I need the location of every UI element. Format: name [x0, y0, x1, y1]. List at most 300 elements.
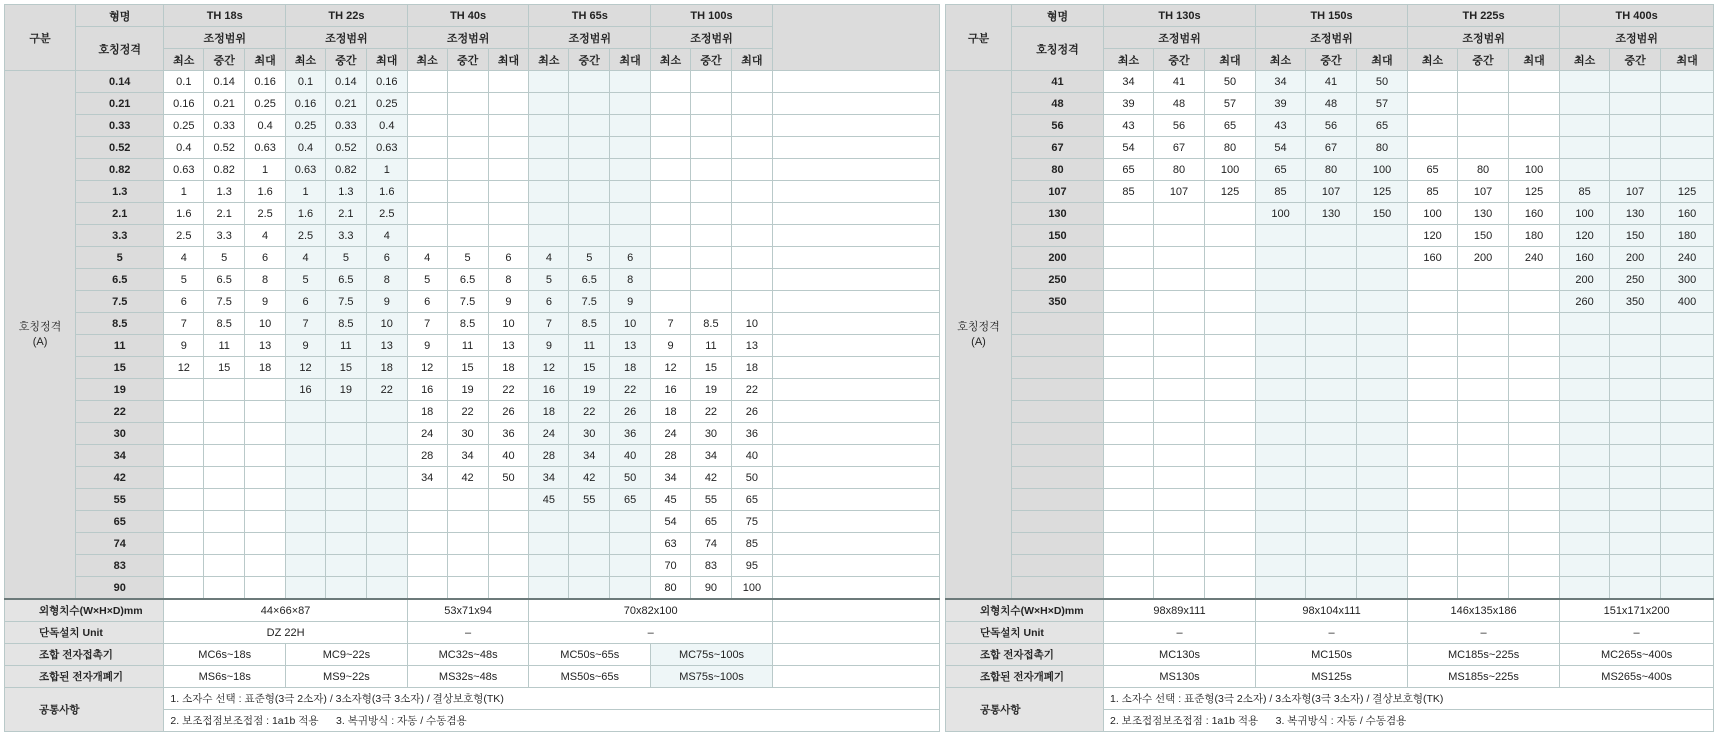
value-cell: [447, 489, 488, 511]
value-cell: 15: [690, 357, 731, 379]
value-cell: [651, 71, 691, 93]
value-cell: [1509, 577, 1560, 600]
value-cell: 0.21: [325, 93, 366, 115]
value-cell: [1154, 445, 1205, 467]
rated-current-cell: [1012, 401, 1104, 423]
value-cell: 6: [488, 247, 529, 269]
value-cell: [286, 533, 326, 555]
rated-current-cell: 250: [1012, 269, 1104, 291]
value-cell: [488, 511, 529, 533]
blank-cell: [772, 511, 939, 533]
value-cell: 6: [164, 291, 204, 313]
subheader-min: 최소: [651, 49, 691, 71]
dimension-value: 70x82x100: [529, 599, 772, 622]
value-cell: 54: [651, 511, 691, 533]
table-row: [5, 577, 940, 600]
value-cell: 39: [1104, 93, 1154, 115]
value-cell: [529, 577, 569, 600]
value-cell: [731, 247, 772, 269]
value-cell: [1458, 555, 1509, 577]
subheader-mid: 중간: [1610, 49, 1661, 71]
value-cell: [1104, 379, 1154, 401]
value-cell: 260: [1560, 291, 1610, 313]
value-cell: 45: [651, 489, 691, 511]
value-cell: [488, 577, 529, 600]
value-cell: 4: [529, 247, 569, 269]
value-cell: [1357, 401, 1408, 423]
value-cell: 22: [610, 379, 651, 401]
value-cell: 13: [366, 335, 407, 357]
value-cell: 0.63: [366, 137, 407, 159]
model-header: TH 40s: [407, 5, 529, 27]
table-row: [946, 93, 1714, 115]
value-cell: 150: [1610, 225, 1661, 247]
value-cell: [407, 137, 447, 159]
value-cell: [204, 577, 245, 600]
value-cell: [1104, 445, 1154, 467]
value-cell: 22: [569, 401, 610, 423]
value-cell: 11: [325, 335, 366, 357]
value-cell: [1408, 357, 1458, 379]
value-cell: [569, 71, 610, 93]
value-cell: 5: [204, 247, 245, 269]
value-cell: 150: [1357, 203, 1408, 225]
value-cell: 200: [1458, 247, 1509, 269]
value-cell: 42: [569, 467, 610, 489]
value-cell: [1205, 291, 1256, 313]
value-cell: 13: [245, 335, 286, 357]
value-cell: [1408, 445, 1458, 467]
value-cell: [1154, 203, 1205, 225]
value-cell: [1256, 335, 1306, 357]
table-row: [946, 115, 1714, 137]
value-cell: 125: [1357, 181, 1408, 203]
value-cell: [1610, 555, 1661, 577]
table-row: [5, 247, 940, 269]
value-cell: 28: [529, 445, 569, 467]
subheader-mid: 중간: [1458, 49, 1509, 71]
value-cell: [1306, 335, 1357, 357]
model-header: TH 22s: [286, 5, 408, 27]
value-cell: [1408, 401, 1458, 423]
value-cell: [1610, 159, 1661, 181]
value-cell: 5: [447, 247, 488, 269]
rated-current-cell: 15: [76, 357, 164, 379]
table-row: [5, 401, 940, 423]
value-cell: 26: [488, 401, 529, 423]
value-cell: 43: [1256, 115, 1306, 137]
rated-current-cell: 56: [1012, 115, 1104, 137]
value-cell: 350: [1610, 291, 1661, 313]
value-cell: [610, 203, 651, 225]
value-cell: 42: [690, 467, 731, 489]
value-cell: 40: [610, 445, 651, 467]
switch-value: MS185s~225s: [1408, 666, 1560, 688]
value-cell: [731, 203, 772, 225]
blank-cell: [772, 644, 939, 666]
value-cell: 130: [1610, 203, 1661, 225]
value-cell: [1205, 445, 1256, 467]
value-cell: 16: [529, 379, 569, 401]
value-cell: [1458, 93, 1509, 115]
value-cell: 1.3: [204, 181, 245, 203]
value-cell: 10: [245, 313, 286, 335]
value-cell: 8.5: [204, 313, 245, 335]
value-cell: 3.3: [204, 225, 245, 247]
value-cell: [1306, 225, 1357, 247]
value-cell: [1560, 533, 1610, 555]
value-cell: [1408, 137, 1458, 159]
dimension-label: 외형치수(W×H×D)mm: [946, 599, 1104, 622]
table-row: [946, 533, 1714, 555]
rated-current-cell: 6.5: [76, 269, 164, 291]
rated-current-cell: [1012, 313, 1104, 335]
value-cell: [1357, 467, 1408, 489]
value-cell: 80: [1458, 159, 1509, 181]
value-cell: [164, 467, 204, 489]
value-cell: [569, 511, 610, 533]
value-cell: 5: [569, 247, 610, 269]
value-cell: 41: [1306, 71, 1357, 93]
contactor-label: 조합 전자접촉기: [5, 644, 164, 666]
value-cell: [1408, 379, 1458, 401]
value-cell: 7.5: [325, 291, 366, 313]
value-cell: [1509, 93, 1560, 115]
value-cell: 100: [1509, 159, 1560, 181]
value-cell: [529, 511, 569, 533]
value-cell: [731, 269, 772, 291]
contactor-value: MC150s: [1256, 644, 1408, 666]
value-cell: [407, 203, 447, 225]
value-cell: 7.5: [569, 291, 610, 313]
value-cell: 34: [529, 467, 569, 489]
table-row: [5, 181, 940, 203]
contactor-value: MC6s~18s: [164, 644, 286, 666]
contactor-value: MC185s~225s: [1408, 644, 1560, 666]
value-cell: [1154, 511, 1205, 533]
table-row: [5, 423, 940, 445]
value-cell: 8: [245, 269, 286, 291]
value-cell: 8: [366, 269, 407, 291]
value-cell: [1357, 379, 1408, 401]
blank-cell: [772, 115, 939, 137]
blank-cell: [772, 137, 939, 159]
value-cell: [1357, 313, 1408, 335]
value-cell: [1357, 533, 1408, 555]
value-cell: [204, 467, 245, 489]
value-cell: [1154, 291, 1205, 313]
value-cell: [1256, 533, 1306, 555]
value-cell: 22: [488, 379, 529, 401]
value-cell: [1205, 379, 1256, 401]
model-header: TH 400s: [1560, 5, 1714, 27]
value-cell: 24: [651, 423, 691, 445]
value-cell: [1306, 555, 1357, 577]
value-cell: [407, 533, 447, 555]
value-cell: 6.5: [569, 269, 610, 291]
value-cell: [1205, 401, 1256, 423]
table-row: [946, 335, 1714, 357]
value-cell: 65: [690, 511, 731, 533]
value-cell: [286, 423, 326, 445]
value-cell: [610, 181, 651, 203]
value-cell: 0.21: [204, 93, 245, 115]
value-cell: [366, 577, 407, 600]
value-cell: 24: [407, 423, 447, 445]
rated-current-cell: 200: [1012, 247, 1104, 269]
rated-current-cell: 0.21: [76, 93, 164, 115]
value-cell: [1306, 467, 1357, 489]
value-cell: 34: [1256, 71, 1306, 93]
value-cell: [1256, 401, 1306, 423]
blank-cell: [772, 225, 939, 247]
common-label: 공통사항: [5, 688, 164, 732]
table-row: [5, 467, 940, 489]
subheader-min: 최소: [1256, 49, 1306, 71]
range-header: 조정범위: [1560, 27, 1714, 49]
value-cell: [1205, 489, 1256, 511]
value-cell: [1509, 379, 1560, 401]
value-cell: [651, 203, 691, 225]
value-cell: [1357, 335, 1408, 357]
header-rated: 호칭정격: [1012, 27, 1104, 71]
value-cell: 2.1: [325, 203, 366, 225]
value-cell: 0.1: [286, 71, 326, 93]
table-row: [946, 269, 1714, 291]
value-cell: 15: [569, 357, 610, 379]
value-cell: [610, 71, 651, 93]
value-cell: 65: [1357, 115, 1408, 137]
value-cell: 56: [1306, 115, 1357, 137]
value-cell: [1104, 533, 1154, 555]
value-cell: [164, 489, 204, 511]
value-cell: [1256, 291, 1306, 313]
value-cell: [366, 555, 407, 577]
table-row: [5, 93, 940, 115]
rated-current-cell: [1012, 335, 1104, 357]
value-cell: [1408, 555, 1458, 577]
value-cell: 74: [690, 533, 731, 555]
value-cell: [245, 379, 286, 401]
value-cell: [1458, 269, 1509, 291]
value-cell: [1610, 533, 1661, 555]
value-cell: [690, 225, 731, 247]
value-cell: 34: [407, 467, 447, 489]
contactor-value: MC265s~400s: [1560, 644, 1714, 666]
subheader-max: 최대: [1661, 49, 1714, 71]
value-cell: 0.14: [325, 71, 366, 93]
value-cell: [325, 445, 366, 467]
value-cell: [1256, 445, 1306, 467]
value-cell: 2.5: [164, 225, 204, 247]
value-cell: [1661, 379, 1714, 401]
value-cell: 13: [610, 335, 651, 357]
value-cell: [1661, 555, 1714, 577]
value-cell: [1661, 335, 1714, 357]
value-cell: 83: [690, 555, 731, 577]
value-cell: [366, 533, 407, 555]
value-cell: 19: [569, 379, 610, 401]
blank-cell: [772, 622, 939, 644]
value-cell: [1408, 511, 1458, 533]
range-header: 조정범위: [1104, 27, 1256, 49]
value-cell: [164, 423, 204, 445]
value-cell: [1509, 555, 1560, 577]
value-cell: [447, 181, 488, 203]
value-cell: 50: [1205, 71, 1256, 93]
value-cell: [690, 71, 731, 93]
value-cell: 56: [1154, 115, 1205, 137]
value-cell: 19: [325, 379, 366, 401]
value-cell: [164, 533, 204, 555]
value-cell: [1357, 489, 1408, 511]
value-cell: 0.82: [325, 159, 366, 181]
value-cell: [731, 225, 772, 247]
blank-cell: [772, 401, 939, 423]
header-blank: [772, 5, 939, 71]
table-row: [946, 357, 1714, 379]
value-cell: 6: [286, 291, 326, 313]
value-cell: 26: [610, 401, 651, 423]
table-row: [946, 467, 1714, 489]
switch-value: MS130s: [1104, 666, 1256, 688]
value-cell: [204, 445, 245, 467]
model-header: TH 150s: [1256, 5, 1408, 27]
value-cell: [1610, 489, 1661, 511]
range-header: 조정범위: [1256, 27, 1408, 49]
value-cell: [610, 115, 651, 137]
value-cell: [488, 225, 529, 247]
value-cell: [245, 445, 286, 467]
value-cell: 1.6: [164, 203, 204, 225]
value-cell: 6: [366, 247, 407, 269]
value-cell: [1205, 269, 1256, 291]
value-cell: [1458, 335, 1509, 357]
value-cell: 45: [529, 489, 569, 511]
value-cell: 2.1: [204, 203, 245, 225]
value-cell: [407, 555, 447, 577]
value-cell: [164, 445, 204, 467]
value-cell: 100: [1357, 159, 1408, 181]
value-cell: 1.6: [286, 203, 326, 225]
value-cell: [366, 511, 407, 533]
unit-value: –: [1256, 622, 1408, 644]
value-cell: [286, 445, 326, 467]
value-cell: [1661, 313, 1714, 335]
value-cell: [529, 225, 569, 247]
value-cell: [407, 225, 447, 247]
value-cell: [1458, 379, 1509, 401]
value-cell: 240: [1661, 247, 1714, 269]
contactor-value: MC75s~100s: [651, 644, 773, 666]
value-cell: 8.5: [447, 313, 488, 335]
value-cell: [1560, 335, 1610, 357]
subheader-mid: 중간: [1154, 49, 1205, 71]
value-cell: [1357, 423, 1408, 445]
rated-current-cell: 107: [1012, 181, 1104, 203]
value-cell: [325, 577, 366, 600]
value-cell: 15: [325, 357, 366, 379]
value-cell: [1306, 533, 1357, 555]
value-cell: [1104, 489, 1154, 511]
value-cell: [1104, 291, 1154, 313]
value-cell: [610, 533, 651, 555]
value-cell: 65: [610, 489, 651, 511]
value-cell: [1560, 401, 1610, 423]
value-cell: 7.5: [447, 291, 488, 313]
subheader-max: 최대: [1509, 49, 1560, 71]
value-cell: [1458, 511, 1509, 533]
value-cell: [1154, 467, 1205, 489]
value-cell: [1509, 313, 1560, 335]
value-cell: 4: [286, 247, 326, 269]
value-cell: 160: [1408, 247, 1458, 269]
value-cell: [325, 423, 366, 445]
subheader-max: 최대: [731, 49, 772, 71]
value-cell: [1661, 159, 1714, 181]
value-cell: [204, 511, 245, 533]
value-cell: [569, 159, 610, 181]
value-cell: 65: [1104, 159, 1154, 181]
value-cell: [447, 511, 488, 533]
rated-current-cell: 48: [1012, 93, 1104, 115]
value-cell: 0.33: [325, 115, 366, 137]
table-row: [946, 291, 1714, 313]
value-cell: [1357, 247, 1408, 269]
value-cell: [1408, 489, 1458, 511]
value-cell: [1256, 511, 1306, 533]
value-cell: 7: [407, 313, 447, 335]
unit-label: 단독설치 Unit: [946, 622, 1104, 644]
value-cell: [1408, 335, 1458, 357]
value-cell: [1458, 489, 1509, 511]
unit-label: 단독설치 Unit: [5, 622, 164, 644]
rated-current-cell: [1012, 555, 1104, 577]
blank-cell: [772, 666, 939, 688]
rated-current-cell: 42: [76, 467, 164, 489]
right-spec-table: [945, 4, 1714, 732]
value-cell: [1661, 511, 1714, 533]
value-cell: [1357, 445, 1408, 467]
value-cell: [1509, 489, 1560, 511]
value-cell: [731, 181, 772, 203]
rated-current-group-label: 호칭정격 (A): [5, 71, 76, 600]
value-cell: 160: [1661, 203, 1714, 225]
value-cell: 30: [447, 423, 488, 445]
rated-current-cell: 3.3: [76, 225, 164, 247]
value-cell: 42: [447, 467, 488, 489]
rated-current-cell: 22: [76, 401, 164, 423]
model-header: TH 65s: [529, 5, 651, 27]
value-cell: 0.16: [286, 93, 326, 115]
value-cell: [690, 181, 731, 203]
header-rated: 호칭정격: [76, 27, 164, 71]
unit-value: –: [1104, 622, 1256, 644]
value-cell: 0.25: [164, 115, 204, 137]
value-cell: [245, 555, 286, 577]
rated-current-cell: 90: [76, 577, 164, 600]
value-cell: 9: [366, 291, 407, 313]
value-cell: 26: [731, 401, 772, 423]
value-cell: [1458, 291, 1509, 313]
table-row: [946, 511, 1714, 533]
value-cell: 180: [1509, 225, 1560, 247]
value-cell: 1.3: [325, 181, 366, 203]
value-cell: 15: [204, 357, 245, 379]
value-cell: 16: [286, 379, 326, 401]
value-cell: 7: [529, 313, 569, 335]
value-cell: [1256, 577, 1306, 600]
